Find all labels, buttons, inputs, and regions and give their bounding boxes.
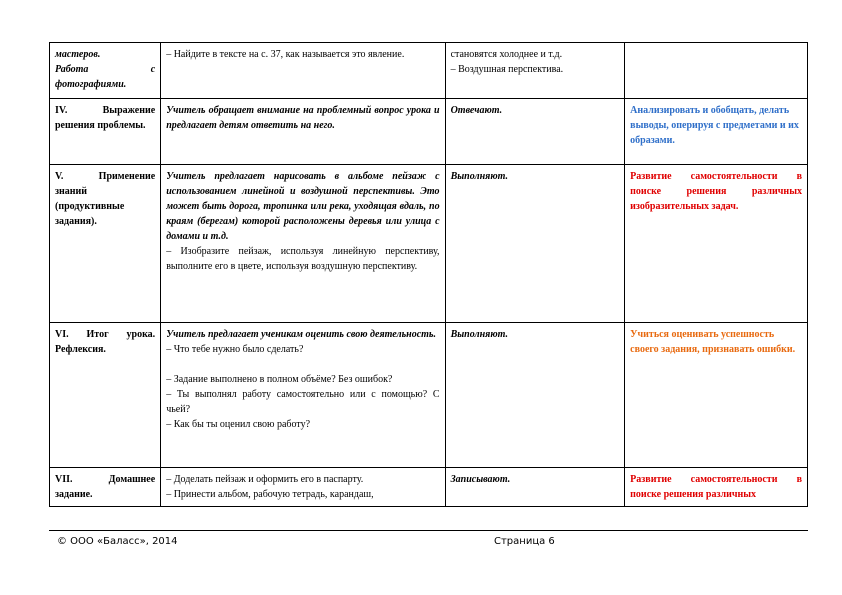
stage-text: VII. Домашнее задание. (55, 474, 156, 500)
stage-text: VI. Итог урока. Рефлексия. (55, 329, 156, 355)
footer-page-number: Страница 6 (494, 536, 555, 547)
question-item: – Задание выполнено в полном объёме? Без ошибок? (166, 374, 393, 385)
outcome-cell (625, 468, 808, 507)
outcome-text: Развитие самостоятельности в поиске решения различных изобразительных задач. (630, 171, 802, 212)
question-item: – Ты выполнял работу самостоятельно или с помощью? С чьей? (166, 389, 440, 415)
blank-line (166, 357, 439, 372)
outcome-text: Учиться оценивать успешность своего задания, признавать ошибки. (630, 329, 796, 355)
table-row (50, 165, 808, 323)
homework-item: – Доделать пейзаж и оформить его в паспарту. (166, 474, 364, 485)
table-row (50, 323, 808, 468)
student-text: Выполняют. (450, 329, 509, 340)
student-text: – Воздушная перспектива. (450, 64, 564, 75)
stage-cell (50, 468, 161, 507)
teacher-activity-cell (161, 165, 445, 323)
student-activity-cell (445, 99, 625, 165)
footer-divider (49, 530, 808, 531)
student-activity-cell (445, 43, 625, 99)
table-row (50, 99, 808, 165)
lesson-plan-table (49, 42, 808, 507)
student-activity-cell (445, 165, 625, 323)
student-text: становятся холоднее и т.д. (450, 49, 563, 60)
stage-cell (50, 99, 161, 165)
question-item: – Что тебе нужно было сделать? (166, 344, 304, 355)
student-text: Выполняют. (450, 171, 509, 182)
student-text: Отвечают. (450, 105, 503, 116)
stage-text: V. Применение знаний (продуктивные задания). (55, 171, 156, 227)
stage-cell (50, 323, 161, 468)
outcome-cell (625, 99, 808, 165)
teacher-activity-cell (161, 43, 445, 99)
teacher-activity-cell (161, 99, 445, 165)
question-item: – Как бы ты оценил свою работу? (166, 419, 311, 430)
teacher-text: – Изобразите пейзаж, используя линейную перспективу, выполните его в цвете, используя воздушную перспективу. (166, 246, 440, 272)
teacher-text: – Найдите в тексте на с. 37, как называется это явление. (166, 49, 405, 60)
teacher-text: Учитель обращает внимание на проблемный вопрос урока и предлагает детям ответить на него. (166, 105, 440, 131)
footer-copyright: © ООО «Баласс», 2014 (57, 536, 178, 547)
outcome-cell (625, 43, 808, 99)
homework-item: – Принести альбом, рабочую тетрадь, карандаш, (166, 489, 374, 500)
table-row (50, 43, 808, 99)
stage-cell (50, 165, 161, 323)
teacher-text: Учитель предлагает ученикам оценить свою деятельность. (166, 329, 436, 340)
teacher-activity-cell (161, 323, 445, 468)
stage-text: IV. Выражение решения проблемы. (55, 105, 156, 131)
student-activity-cell (445, 468, 625, 507)
stage-text: мастеров. (55, 49, 101, 60)
outcome-cell (625, 165, 808, 323)
outcome-text: Анализировать и обобщать, делать выводы, оперируя с предметами и их образами. (630, 105, 799, 146)
outcome-cell (625, 323, 808, 468)
student-activity-cell (445, 323, 625, 468)
student-text: Записывают. (450, 474, 511, 485)
table-row (50, 468, 808, 507)
teacher-text: Учитель предлагает нарисовать в альбоме пейзаж с использованием линейной и воздушной перспективы. Это может быть дорога, тропинка или река, уходящая вдаль, по краям (берегам) которой расположены деревья или улица с домами и т.д. (166, 171, 440, 242)
teacher-activity-cell (161, 468, 445, 507)
outcome-text: Развитие самостоятельности в поиске решения различных (630, 474, 802, 500)
stage-text: Работа с фотографиями. (55, 64, 156, 90)
stage-cell (50, 43, 161, 99)
